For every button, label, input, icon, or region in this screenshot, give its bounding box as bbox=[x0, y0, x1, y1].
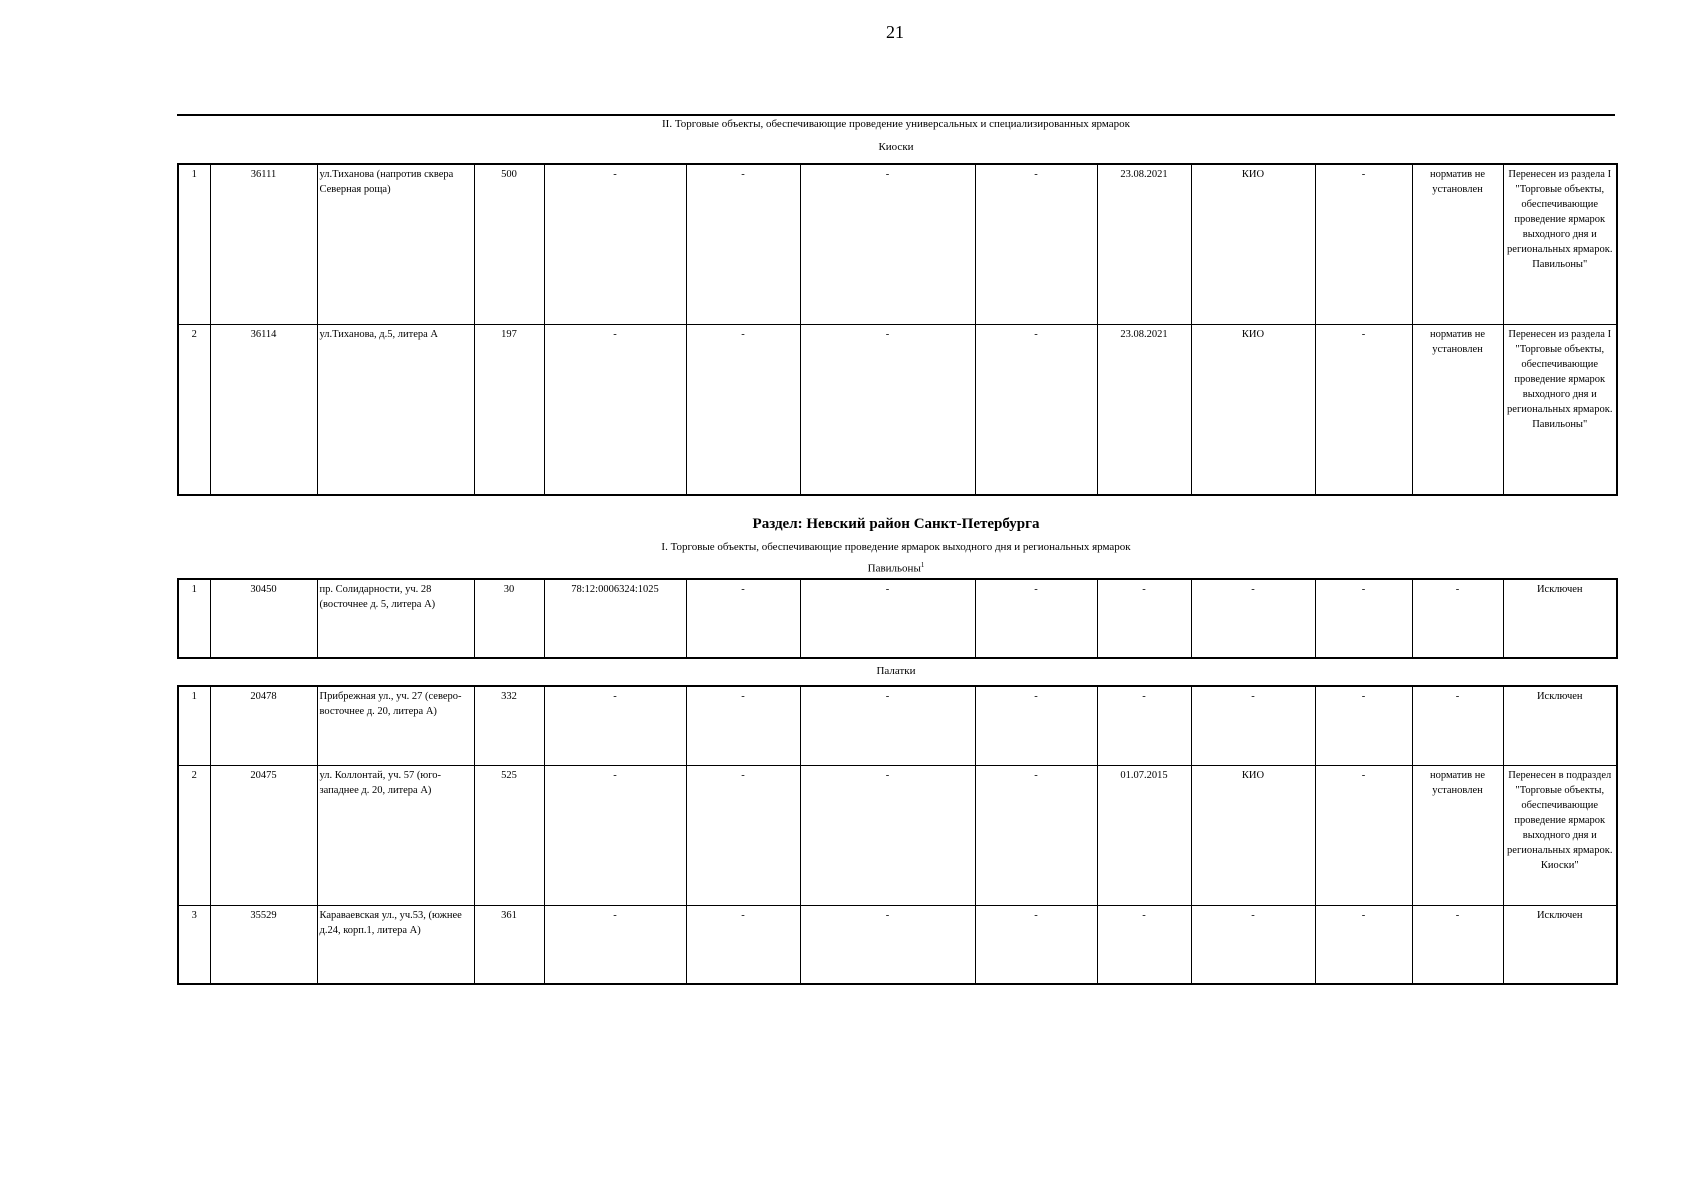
cell-date: 23.08.2021 bbox=[1097, 164, 1191, 324]
cell-address: Караваевская ул., уч.53, (южнее д.24, корп.1, литера А) bbox=[317, 905, 474, 984]
cell-norm: - bbox=[1412, 579, 1503, 658]
cell-area: 332 bbox=[474, 686, 544, 765]
cell-address: Прибрежная ул., уч. 27 (северо-восточнее д. 20, литера А) bbox=[317, 686, 474, 765]
table-row bbox=[178, 324, 1617, 495]
cell-norm: - bbox=[1412, 686, 1503, 765]
section-title-universal: II. Торговые объекты, обеспечивающие проведение универсальных и специализированных ярмарок bbox=[662, 118, 1130, 130]
cell-date: - bbox=[1097, 579, 1191, 658]
cell-number: 1 bbox=[178, 686, 210, 765]
cell-col11: - bbox=[1315, 765, 1412, 905]
cell-col7: - bbox=[800, 686, 975, 765]
page-number: 21 bbox=[886, 22, 904, 42]
cell-area: 197 bbox=[474, 324, 544, 495]
cell-col8: - bbox=[975, 905, 1097, 984]
cell-area: 361 bbox=[474, 905, 544, 984]
cell-id: 20475 bbox=[210, 765, 317, 905]
top-divider bbox=[177, 114, 1615, 116]
cell-date: - bbox=[1097, 905, 1191, 984]
cell-cadastral: - bbox=[544, 905, 686, 984]
cell-col11: - bbox=[1315, 905, 1412, 984]
cell-organization: КИО bbox=[1191, 324, 1315, 495]
cell-number: 1 bbox=[178, 164, 210, 324]
cell-cadastral: 78:12:0006324:1025 bbox=[544, 579, 686, 658]
cell-number: 2 bbox=[178, 765, 210, 905]
cell-area: 525 bbox=[474, 765, 544, 905]
cell-col6: - bbox=[686, 905, 800, 984]
subsection-pavilions-label: Павильоны bbox=[867, 562, 921, 575]
cell-number: 1 bbox=[178, 579, 210, 658]
cell-col8: - bbox=[975, 579, 1097, 658]
subsection-pavilions bbox=[177, 561, 1615, 575]
cell-col7: - bbox=[800, 164, 975, 324]
cell-cadastral: - bbox=[544, 164, 686, 324]
table-tents bbox=[177, 685, 1618, 985]
footnote-mark: 1 bbox=[920, 561, 925, 569]
section-heading-nevsky: Раздел: Невский район Санкт-Петербурга bbox=[752, 516, 1040, 532]
cell-note: Исключен bbox=[1503, 579, 1617, 658]
cell-organization: КИО bbox=[1191, 765, 1315, 905]
cell-cadastral: - bbox=[544, 686, 686, 765]
cell-col7: - bbox=[800, 905, 975, 984]
cell-col6: - bbox=[686, 686, 800, 765]
cell-note: Перенесен в подраздел "Торговые объекты, обеспечивающие проведение ярмарок выходного дня и региональных ярмарок. Киоски" bbox=[1503, 765, 1617, 905]
cell-id: 20478 bbox=[210, 686, 317, 765]
cell-area: 500 bbox=[474, 164, 544, 324]
table-kiosks bbox=[177, 163, 1618, 496]
cell-col6: - bbox=[686, 765, 800, 905]
cell-address: ул.Тиханова, д.5, литера А bbox=[317, 324, 474, 495]
cell-norm: норматив не установлен bbox=[1412, 164, 1503, 324]
cell-cadastral: - bbox=[544, 765, 686, 905]
cell-organization: - bbox=[1191, 905, 1315, 984]
cell-col8: - bbox=[975, 164, 1097, 324]
subsection-tents: Палатки bbox=[876, 665, 916, 677]
cell-organization: - bbox=[1191, 579, 1315, 658]
cell-col6: - bbox=[686, 324, 800, 495]
cell-norm: - bbox=[1412, 905, 1503, 984]
table-row bbox=[178, 765, 1617, 905]
cell-col8: - bbox=[975, 324, 1097, 495]
cell-col6: - bbox=[686, 164, 800, 324]
table-row bbox=[178, 905, 1617, 984]
cell-id: 36114 bbox=[210, 324, 317, 495]
cell-organization: КИО bbox=[1191, 164, 1315, 324]
cell-col7: - bbox=[800, 765, 975, 905]
cell-address: ул. Коллонтай, уч. 57 (юго-западнее д. 20, литера А) bbox=[317, 765, 474, 905]
table-pavilions bbox=[177, 578, 1618, 659]
cell-date: 23.08.2021 bbox=[1097, 324, 1191, 495]
cell-date: 01.07.2015 bbox=[1097, 765, 1191, 905]
cell-norm: норматив не установлен bbox=[1412, 324, 1503, 495]
cell-area: 30 bbox=[474, 579, 544, 658]
cell-cadastral: - bbox=[544, 324, 686, 495]
cell-note: Исключен bbox=[1503, 686, 1617, 765]
cell-col11: - bbox=[1315, 579, 1412, 658]
cell-id: 36111 bbox=[210, 164, 317, 324]
cell-col8: - bbox=[975, 686, 1097, 765]
cell-note: Перенесен из раздела I "Торговые объекты, обеспечивающие проведение ярмарок выходного дня и региональных ярмарок. Павильоны" bbox=[1503, 164, 1617, 324]
cell-col11: - bbox=[1315, 164, 1412, 324]
subsection-kiosks: Киоски bbox=[878, 141, 914, 153]
cell-number: 2 bbox=[178, 324, 210, 495]
cell-date: - bbox=[1097, 686, 1191, 765]
section-title-nevsky: I. Торговые объекты, обеспечивающие проведение ярмарок выходного дня и региональных ярмарок bbox=[661, 541, 1131, 553]
cell-col7: - bbox=[800, 579, 975, 658]
table-row bbox=[178, 686, 1617, 765]
cell-col6: - bbox=[686, 579, 800, 658]
cell-col11: - bbox=[1315, 686, 1412, 765]
cell-number: 3 bbox=[178, 905, 210, 984]
cell-organization: - bbox=[1191, 686, 1315, 765]
cell-id: 30450 bbox=[210, 579, 317, 658]
cell-note: Исключен bbox=[1503, 905, 1617, 984]
table-row bbox=[178, 164, 1617, 324]
cell-address: ул.Тиханова (напротив сквера Северная роща) bbox=[317, 164, 474, 324]
cell-norm: норматив не установлен bbox=[1412, 765, 1503, 905]
cell-note: Перенесен из раздела I "Торговые объекты, обеспечивающие проведение ярмарок выходного дня и региональных ярмарок. Павильоны" bbox=[1503, 324, 1617, 495]
cell-col7: - bbox=[800, 324, 975, 495]
cell-col11: - bbox=[1315, 324, 1412, 495]
cell-col8: - bbox=[975, 765, 1097, 905]
cell-id: 35529 bbox=[210, 905, 317, 984]
table-row bbox=[178, 579, 1617, 658]
cell-address: пр. Солидарности, уч. 28 (восточнее д. 5, литера А) bbox=[317, 579, 474, 658]
